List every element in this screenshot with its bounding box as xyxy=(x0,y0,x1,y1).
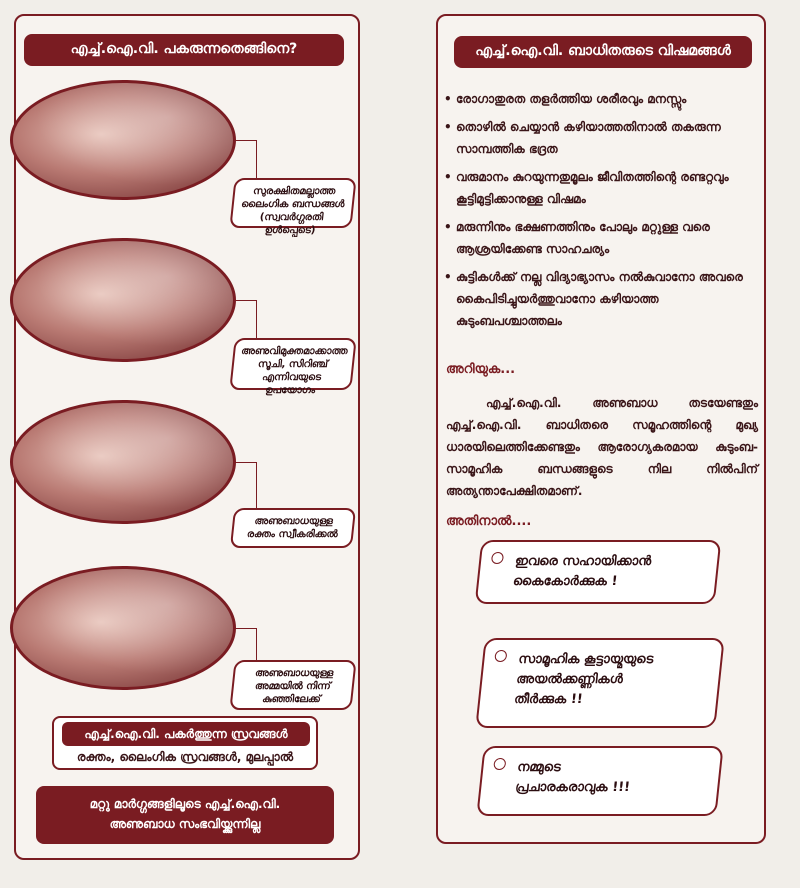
fluids-box xyxy=(52,716,318,770)
fluids-title: എച്ച്.ഐ.വി. പകർത്തുന്ന സ്രവങ്ങൾ xyxy=(62,722,310,746)
leader-line xyxy=(234,140,256,141)
pregnancy-photo xyxy=(10,566,236,690)
bullet-icon: • xyxy=(444,220,452,234)
circle-icon xyxy=(491,552,504,564)
way-label: സുരക്ഷിതമല്ലാത്ത ലൈംഗിക ബന്ധങ്ങൾ (സ്വവർഗ്ഗരതി ഉൾപ്പെടെ) xyxy=(229,178,356,228)
leader-line xyxy=(256,628,257,662)
hardship-list xyxy=(444,88,760,338)
list-item: • മരുന്നിനും ഭക്ഷണത്തിനും പോലും മറ്റുള്ള വരെ ആശ്രയിക്കേണ്ട സാഹചര്യം xyxy=(444,216,760,260)
leader-line xyxy=(234,300,256,301)
leader-line xyxy=(234,462,256,463)
therefore-heading: അതിനാൽ.... xyxy=(446,514,532,529)
know-paragraph: എച്ച്.ഐ.വി. അണുബാധ തടയേണ്ടതും എച്ച്.ഐ.വി. ബാധിതരെ സമൂഹത്തിന്റെ മുഖ്യ ധാരയിലെത്തിക്കേണ്ടതും ആരോഗ്യകരമായ കുടുംബ-സാമൂഹിക ബന്ധങ്ങളുടെ നില നിൽപിന് അത്യന്താപേക്ഷിതമാണ്. xyxy=(446,396,758,498)
action-callout: നമ്മുടെ പ്രചാരകരാവുക !!! xyxy=(476,746,723,816)
no-other-routes-banner xyxy=(36,786,334,844)
bullet-icon: • xyxy=(444,120,452,134)
list-item: • തൊഴിൽ ചെയ്യാൻ കഴിയാത്തതിനാൽ തകരുന്ന സാമ്പത്തിക ഭദ്രത xyxy=(444,116,760,160)
know-heading: അറിയുക... xyxy=(446,362,516,377)
leader-line xyxy=(256,462,257,512)
blood-transfusion-photo xyxy=(10,400,236,524)
list-item: • രോഗാതുരത തളർത്തിയ ശരീരവും മനസ്സും xyxy=(444,88,760,110)
fluids-text: രക്തം, ലൈംഗിക സ്രവങ്ങൾ, മുലപ്പാൽ xyxy=(76,750,294,764)
left-title-banner: എച്ച്.ഐ.വി. പകരുന്നതെങ്ങിനെ? xyxy=(24,34,344,66)
couple-photo xyxy=(10,80,236,200)
list-item: • കുട്ടികൾക്ക് നല്ല വിദ്യാഭ്യാസം നൽകുവാനോ അവരെ കൈപിടിച്ചുയർത്തുവാനോ കഴിയാത്ത കുടുംബപശ്ചാത്തലം xyxy=(444,266,760,332)
bullet-icon: • xyxy=(444,270,452,284)
list-item: • വരുമാനം കുറയുന്നതുമൂലം ജീവിതത്തിന്റെ രണ്ടറ്റവും കൂട്ടിമുട്ടിക്കാനുള്ള വിഷമം xyxy=(444,166,760,210)
leader-line xyxy=(256,140,257,180)
leader-line xyxy=(234,628,256,629)
action-callout: സാമൂഹിക കൂട്ടായ്മയുടെ അയൽക്കണ്ണികൾ തീർക്കുക !! xyxy=(475,638,724,728)
way-label: അണുബാധയുള്ള അമ്മയിൽ നിന്ന് കുഞ്ഞിലേക്ക് xyxy=(229,660,356,710)
circle-icon xyxy=(493,758,506,770)
right-title-banner: എച്ച്.ഐ.വി. ബാധിതരുടെ വിഷമങ്ങൾ xyxy=(454,36,752,68)
bottom-line-2: അണുബാധ സംഭവിയ്ക്കുന്നില്ല xyxy=(109,817,261,831)
way-label: അണുവിമുക്തമാക്കാത്ത സൂചി, സിറിഞ്ച് എന്നിവയുടെ ഉപയോഗം xyxy=(229,338,356,390)
leader-line xyxy=(256,300,257,340)
circle-icon xyxy=(494,650,507,662)
bullet-icon: • xyxy=(444,92,452,106)
bottom-line-1: മറ്റു മാർഗ്ഗങ്ങളിലൂടെ എച്ച്.ഐ.വി. xyxy=(89,797,281,811)
action-callout: ഇവരെ സഹായിക്കാൻ കൈകോർക്കുക ! xyxy=(475,540,722,604)
bullet-icon: • xyxy=(444,170,452,184)
way-label: അണുബാധയുള്ള രക്തം സ്വീകരിക്കൽ xyxy=(230,508,356,548)
syringe-photo xyxy=(10,238,236,362)
